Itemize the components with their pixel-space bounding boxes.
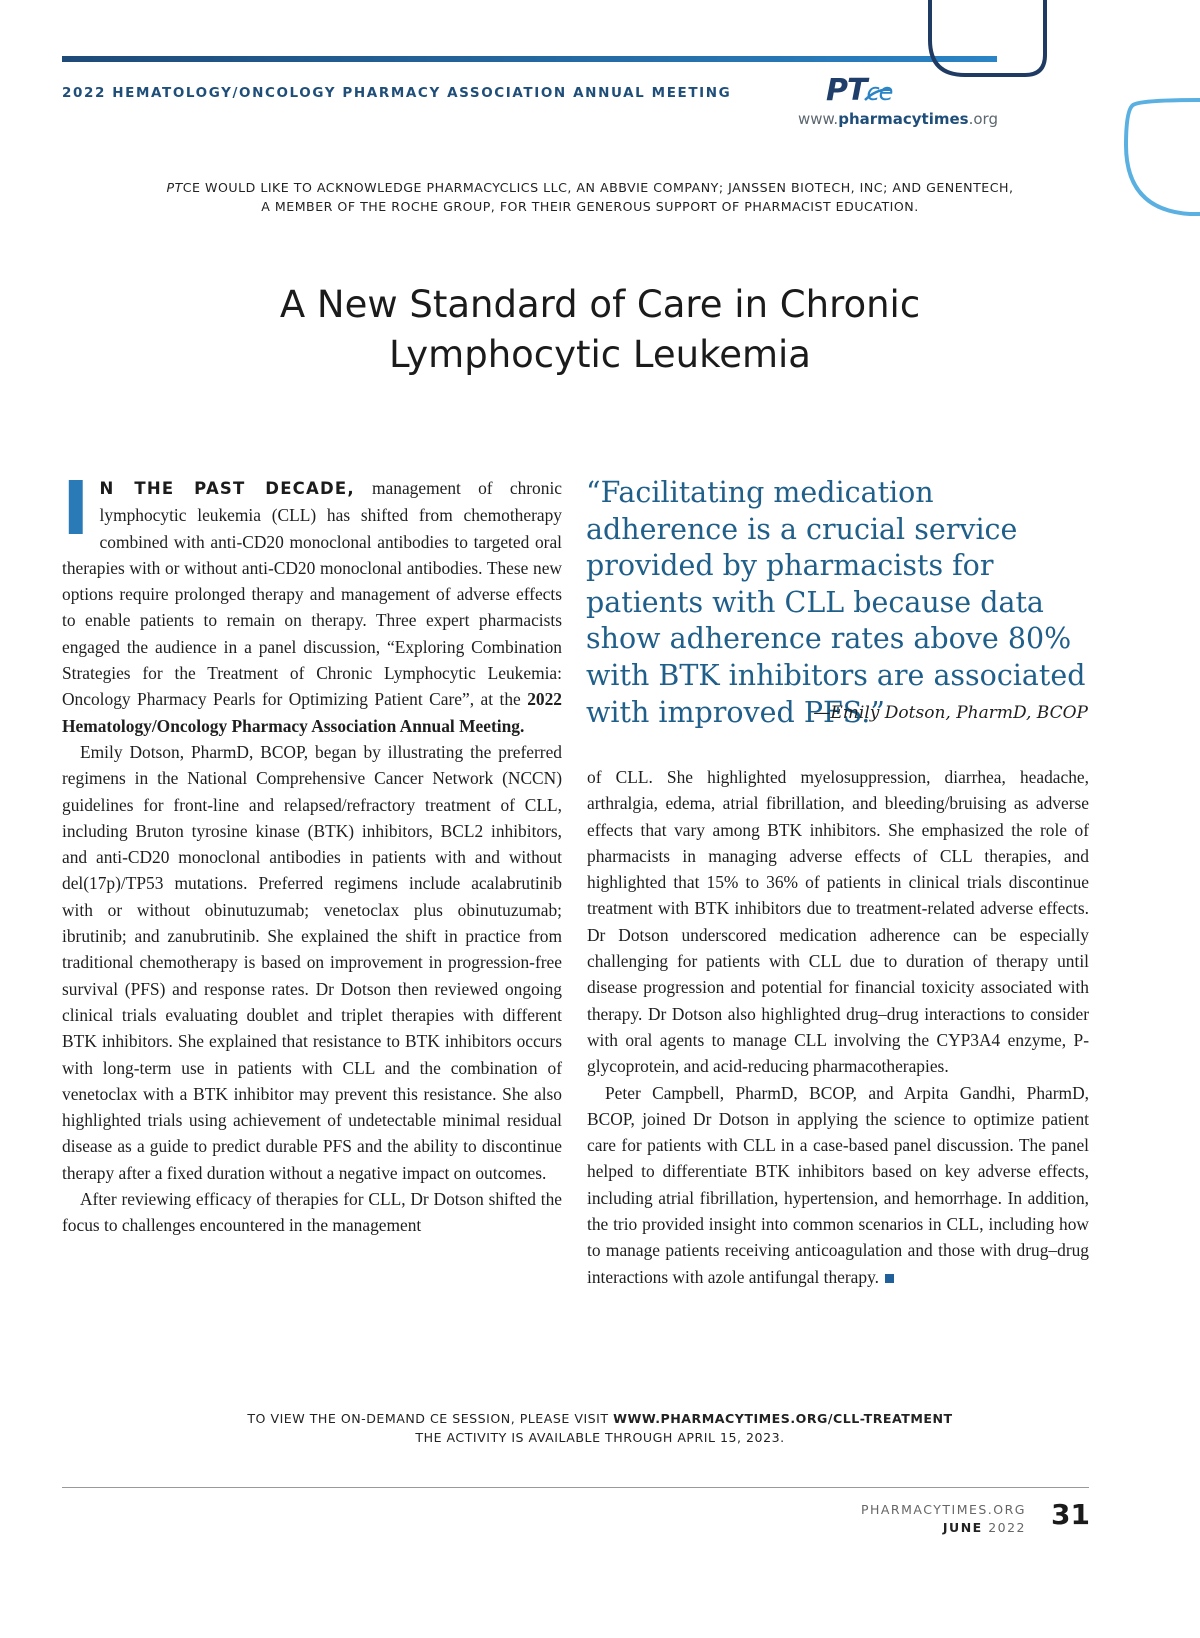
- paragraph-challenges-cont: of CLL. She highlighted myelosuppression, diarrhea, headache, arthralgia, edema, atrial fibrillation, and bleeding/bruising as adverse effects that vary among BTK inhibitors. She emphasized the role of pharmacists in managing adverse effects of CLL therapies, and highlighted that 15% to 36% of patients in clinical trials discontinue treatment with BTK inhibitors due to treatment-related adverse effects. Dr Dotson underscored medication adherence can be especially challenging for patients with CLL due to duration of therapy until disease progression and potential for financial toxicity associated with therapy. Dr Dotson also highlighted drug–drug interactions to consider with oral agents to manage CLL involving the CYP3A4 enzyme, P-glycoprotein, and acid-reducing pharmacotherapies.: [587, 767, 1089, 1077]
- cta-prefix: TO VIEW THE ON-DEMAND CE SESSION, PLEASE VISIT: [247, 1411, 614, 1426]
- paragraph-dotson: Emily Dotson, PharmD, BCOP, began by illustrating the preferred regimens in the National Comprehensive Cancer Network (NCCN) guidelines for front-line and relapsed/refractory treatment of CLL, including Bruton tyrosine kinase (BTK) inhibitors, BCL2 inhibitors, and anti-CD20 monoclonal antibodies in patients with and without del(17p)/TP53 mutations. Preferred regimens include acalabrutinib with or without obinutuzumab; venetoclax plus obinutuzumab; ibrutinib; and zanubrutinib. She explained the shift in practice from traditional chemotherapy is based on improvement in progression-free survival (PFS) and response rates. Dr Dotson then reviewed ongoing clinical trials evaluating doublet and triplet therapies with different BTK inhibitors. She explained that resistance to BTK inhibitors occurs with long-term use in patients with CLL and the combination of venetoclax with a BTK inhibitor may prevent this resistance. She also highlighted trials using achievement of undetectable minimal residual disease as a guide to predict durable PFS and the ability to discontinue therapy after a fixed duration without a negative impact on outcomes.: [62, 741, 562, 1183]
- url-main: pharmacytimes: [838, 110, 969, 128]
- header-rule: [62, 56, 997, 62]
- logo-url: [798, 110, 998, 128]
- footer-year: 2022: [988, 1520, 1026, 1535]
- paragraph-panel: [587, 1080, 1089, 1290]
- ack-prefix: PT: [166, 180, 183, 195]
- paragraph-intro: [62, 466, 562, 739]
- page-number: 31: [1051, 1498, 1090, 1531]
- article-title: [150, 280, 1050, 380]
- meeting-banner: 2022 HEMATOLOGY/ONCOLOGY PHARMACY ASSOCIATION ANNUAL MEETING: [62, 85, 732, 101]
- end-mark-icon: [885, 1274, 894, 1283]
- footer-date: [820, 1520, 1026, 1535]
- pull-quote: “Facilitating medication adherence is a crucial service provided by pharmacists for patients with CLL because data show adherence rates above 80% with BTK inhibitors are associated with improved PFS.”: [586, 476, 1086, 729]
- cta-url[interactable]: WWW.PHARMACYTIMES.ORG/CLL-TREATMENT: [613, 1411, 953, 1426]
- url-suffix: .org: [968, 110, 998, 128]
- column-left: [62, 466, 562, 1239]
- ack-line1: CE WOULD LIKE TO ACKNOWLEDGE PHARMACYCLICS LLC, AN ABBVIE COMPANY; JANSSEN BIOTECH, INC; AND GENENTECH,: [182, 180, 1014, 195]
- footer-rule: [62, 1487, 1089, 1488]
- intro-text: management of chronic lymphocytic leukemia (CLL) has shifted from chemotherapy combined with anti-CD20 monoclonal antibodies to targeted oral therapies with or without anti-CD20 monoclonal antibodies. These new options require prolonged therapy and management of adverse effects to enable patients to remain on therapy. Three expert pharmacists engaged the audience in a panel discussion, “Exploring Combination Strategies for the Treatment of Chronic Lymphocytic Leukemia: Oncology Pharmacy Pearls for Optimizing Patient Care”, at the: [62, 478, 562, 710]
- logo-ce: ce: [866, 78, 893, 106]
- quote-attribution: —Emily Dotson, PharmD, BCOP: [813, 703, 1088, 723]
- logo-swoosh-icon: [863, 86, 893, 104]
- logo-pt: PT: [826, 73, 867, 108]
- footer-site: PHARMACYTIMES.ORG: [860, 1502, 1026, 1517]
- cta-availability: THE ACTIVITY IS AVAILABLE THROUGH APRIL 15, 2023.: [415, 1430, 785, 1445]
- cta-notice: [150, 1409, 1050, 1447]
- acknowledgment: [100, 178, 1080, 216]
- ack-line2: A MEMBER OF THE ROCHE GROUP, FOR THEIR GENEROUS SUPPORT OF PHARMACIST EDUCATION.: [261, 199, 919, 214]
- column-right: [587, 764, 1089, 1290]
- paragraph-challenges-start: After reviewing efficacy of therapies for CLL, Dr Dotson shifted the focus to challenges encountered in the management: [62, 1189, 562, 1236]
- meeting-name: 2022 Hematology/Oncology Pharmacy Association Annual Meeting.: [62, 689, 562, 736]
- url-prefix: www.: [798, 110, 839, 128]
- footer-month: JUNE: [942, 1520, 983, 1535]
- title-line2: Lymphocytic Leukemia: [389, 333, 811, 376]
- lead-in: N THE PAST DECADE,: [99, 479, 355, 498]
- panel-text: Peter Campbell, PharmD, BCOP, and Arpita Gandhi, PharmD, BCOP, joined Dr Dotson in applying the science to optimize patient care for patients with CLL in a case-based panel discussion. The panel helped to differentiate BTK inhibitors based on key adverse effects, including atrial fibrillation, hypertension, and hemorrhage. In addition, the trio provided insight into common scenarios in CLL, including how to manage patients receiving anticoagulation and those with drug–drug interactions with azole antifungal therapy.: [587, 1082, 1089, 1287]
- title-line1: A New Standard of Care in Chronic: [279, 283, 921, 326]
- dropcap: I: [62, 466, 90, 552]
